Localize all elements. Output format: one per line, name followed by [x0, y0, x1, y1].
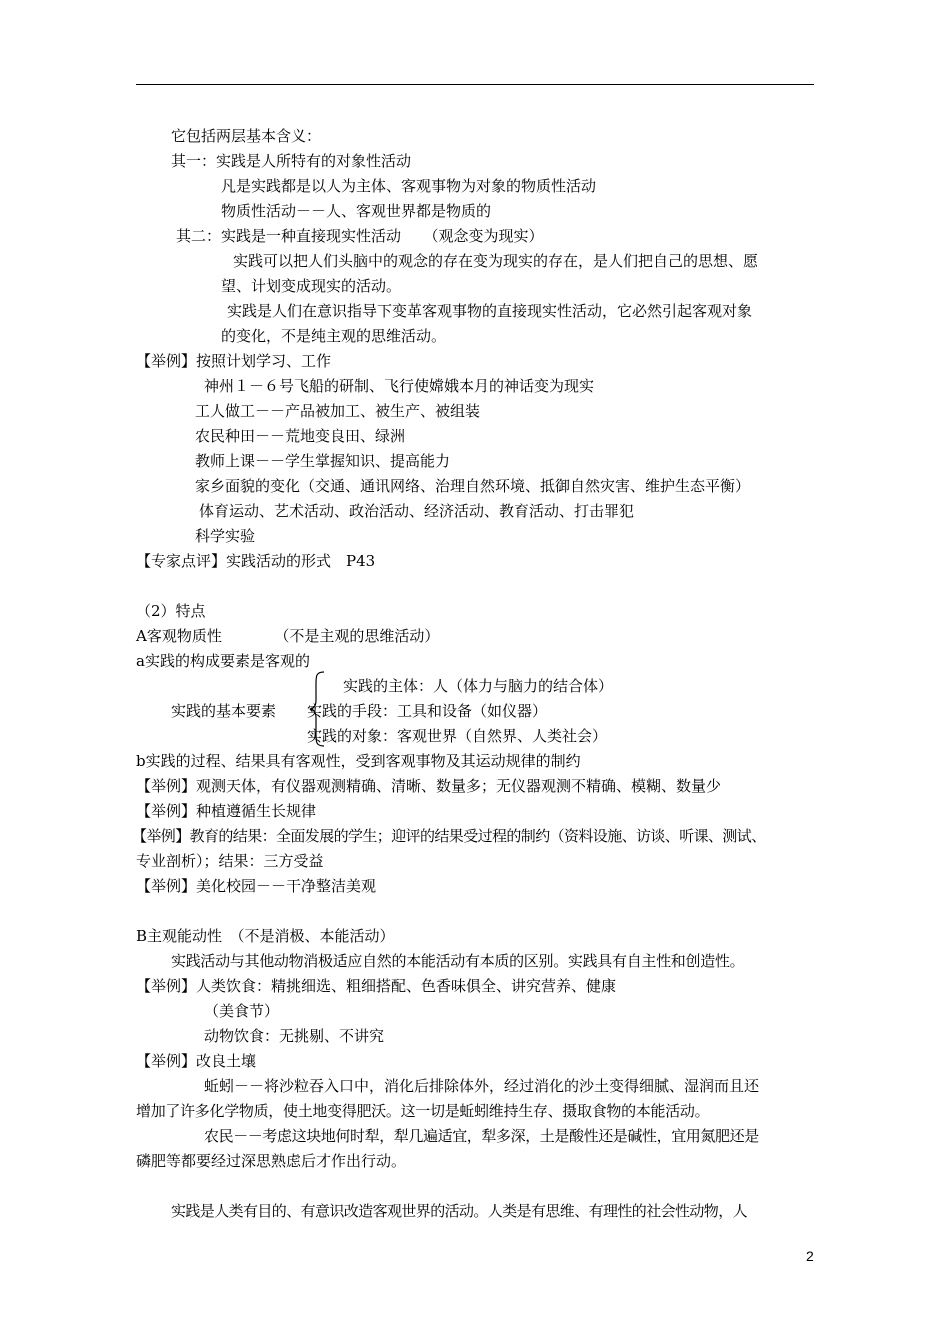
text-line: 它包括两层基本含义：	[171, 127, 322, 145]
text-line: a实践的构成要素是客观的	[136, 652, 310, 670]
text-line: 实践活动与其他动物消极适应自然的本能活动有本质的区别。实践具有自主性和创造性。	[171, 952, 745, 970]
text-line: 教师上课－－学生掌握知识、提高能力	[195, 452, 451, 470]
text-line: 的变化，不是纯主观的思维活动。	[221, 327, 447, 345]
text-line: 望、计划变成现实的活动。	[221, 277, 402, 295]
text-line: 神州１－６号飞船的研制、飞行使嫦娥本月的神话变为现实	[204, 377, 595, 395]
text-line: 其二：实践是一种直接现实性活动 （观念变为现实）	[176, 227, 544, 245]
text-line: 实践是人类有目的、有意识改造客观世界的活动。人类是有思维、有理性的社会性动物，人	[171, 1202, 748, 1220]
element-means: 实践的手段：工具和设备（如仪器）	[307, 702, 548, 720]
example-label: 【举例】按照计划学习、工作	[136, 352, 332, 370]
basic-elements-label: 实践的基本要素	[171, 702, 277, 720]
text-line: 实践可以把人们头脑中的观念的存在变为现实的存在，是人们把自己的思想、愿	[233, 252, 759, 270]
header-rule	[136, 84, 814, 85]
text-line: 专业剖析）；结果：三方受益	[136, 852, 324, 870]
subsection-heading: A客观物质性 （不是主观的思维活动）	[136, 627, 440, 645]
text-line: 蚯蚓－－将沙粒吞入口中，消化后排除体外，经过消化的沙土变得细腻、湿润而且还	[204, 1077, 760, 1095]
example-line: 【举例】种植遵循生长规律	[136, 802, 317, 820]
section-heading: （2）特点	[136, 602, 206, 620]
text-line: 工人做工－－产品被加工、被生产、被组装	[195, 402, 481, 420]
subsection-heading: B主观能动性 （不是消极、本能活动）	[136, 927, 395, 945]
text-line: 家乡面貌的变化（交通、通讯网络、治理自然环境、抵御自然灾害、维护生态平衡）	[195, 477, 751, 495]
text-line: 凡是实践都是以人为主体、客观事物为对象的物质性活动	[221, 177, 597, 195]
example-line: 【举例】改良土壤	[136, 1052, 257, 1070]
text-line: 科学实验	[195, 527, 256, 545]
text-line: 其一：实践是人所特有的对象性活动	[171, 152, 412, 170]
expert-comment: 【专家点评】实践活动的形式 P43	[136, 552, 376, 570]
example-line: 【举例】人类饮食：精挑细选、粗细搭配、色香味俱全、讲究营养、健康	[136, 977, 617, 995]
text-line: 农民－－考虑这块地何时犁，犁几遍适宜，犁多深，土是酸性还是碱性，宜用氮肥还是	[204, 1127, 759, 1145]
text-line: 物质性活动－－人、客观世界都是物质的	[221, 202, 492, 220]
element-object: 实践的对象：客观世界（自然界、人类社会）	[307, 727, 608, 745]
text-line: 农民种田－－荒地变良田、绿洲	[195, 427, 406, 445]
curly-brace	[306, 670, 330, 748]
text-line: 磷肥等都要经过深思熟虑后才作出行动。	[136, 1152, 407, 1170]
text-line: 动物饮食：无挑剔、不讲究	[204, 1027, 385, 1045]
text-line: 体育运动、艺术活动、政治活动、经济活动、教育活动、打击罪犯	[199, 502, 635, 520]
page-number: 2	[806, 1248, 814, 1264]
text-line: （美食节）	[204, 1002, 280, 1020]
example-line: 【举例】观测天体，有仪器观测精确、清晰、数量多；无仪器观测不精确、模糊、数量少	[136, 777, 722, 795]
example-line: 【举例】美化校园－－干净整洁美观	[136, 877, 377, 895]
text-line: 实践是人们在意识指导下变革客观事物的直接现实性活动，它必然引起客观对象	[227, 302, 753, 320]
example-line: 【举例】教育的结果：全面发展的学生；迎评的结果受过程的制约（资料设施、访谈、听课、测试、	[132, 827, 766, 845]
element-subject: 实践的主体：人（体力与脑力的结合体）	[343, 677, 614, 695]
text-line: b实践的过程、结果具有客观性，受到客观事物及其运动规律的制约	[136, 752, 581, 770]
text-line: 增加了许多化学物质，使土地变得肥沃。这一切是蚯蚓维持生存、摄取食物的本能活动。	[136, 1102, 710, 1120]
